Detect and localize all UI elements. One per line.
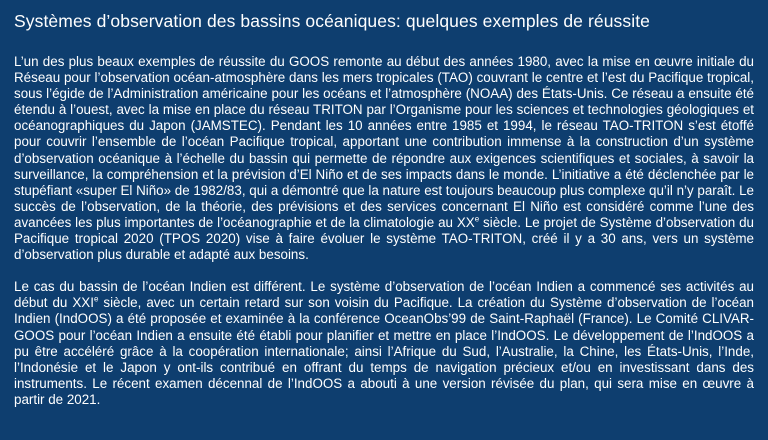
paragraph-pacific-text: L’un des plus beaux exemples de réussite du GOOS remonte au début des années 1980, avec la mise en œuvre initiale du Réseau pour l’observation océan-atmosphère dans les mers tropicales (TAO) couvrant le centre et l’est du Pacifique tropical, sous l’égide de l’Administration américaine pour les océans et l’atmosphère (NOAA) des États-Unis. Ce réseau a ensuite été étendu à l’ouest, avec la mise en place du réseau TRITON par l’Organisme pour les sciences et technologies géologiques et océanographiques du Japon (JAMSTEC). Pendant les 10 années entre 1985 et 1994, le réseau TAO-TRITON s’est étoffé pour couvrir l’ensemble de l’océan Pacifique tropical, apportant une contribution immense à la construction d’un système d’observation océanique à l’échelle du bassin qui permette de répondre aux exigences scientifiques et sociales, à savoir la surveillance, la compréhension et la prévision d’El Niño et de ses impacts dans le monde. L’initiative a été déclenchée par le stupéfiant «super El Niño» de 1982/83, qui a démontré que la nature est toujours beaucoup plus complexe qu’il n’y paraît. Le succès de l’observation, de la théorie, des prévisions et des services concernant El Niño est considéré comme l’une des avancées les plus importantes de l’océanographie et de la climatologie au XX — [14, 54, 754, 230]
century-superscript: e — [93, 294, 99, 304]
paragraph-indian-ocean — [14, 279, 754, 408]
century-superscript: e — [474, 214, 480, 224]
paragraph-indian-text-end: siècle, avec un certain retard sur son voisin du Pacifique. La création du Système d’observation de l’océan Indien (IndOOS) a été proposée et examinée à la conférence OceanObs’99 de Saint-Raphaël (France). Le Comité CLIVAR-GOOS pour l’océan Indien a ensuite été établi pour planifier et mettre en place l’IndOOS. Le développement de l’IndOOS a pu être accéléré grâce à la coopération internationale; ainsi l’Afrique du Sud, l’Australie, la Chine, les États-Unis, l’Inde, l’Indonésie et le Japon y ont-ils contribué en offrant du temps de navigation précieux et/ou en investissant dans des instruments. Le récent examen décennal de l’IndOOS a abouti à une version révisée du plan, qui sera mise en œuvre à partir de 2021. — [14, 295, 754, 407]
paragraph-pacific-text-end: siècle. Le projet de Système d’observation du Pacifique tropical 2020 (TPOS 2020) vise à faire évoluer le système TAO-TRITON, créé il y a 30 ans, vers un système d’observation plus durable et adapté aux besoins. — [14, 214, 754, 263]
paragraph-indian-text: Le cas du bassin de l’océan Indien est différent. Le système d’observation de l’océan Indien a commencé ses activités au début du XXI — [14, 279, 754, 311]
paragraph-pacific — [14, 54, 754, 263]
slide-title: Systèmes d’observation des bassins océaniques: quelques exemples de réussite — [14, 11, 651, 31]
